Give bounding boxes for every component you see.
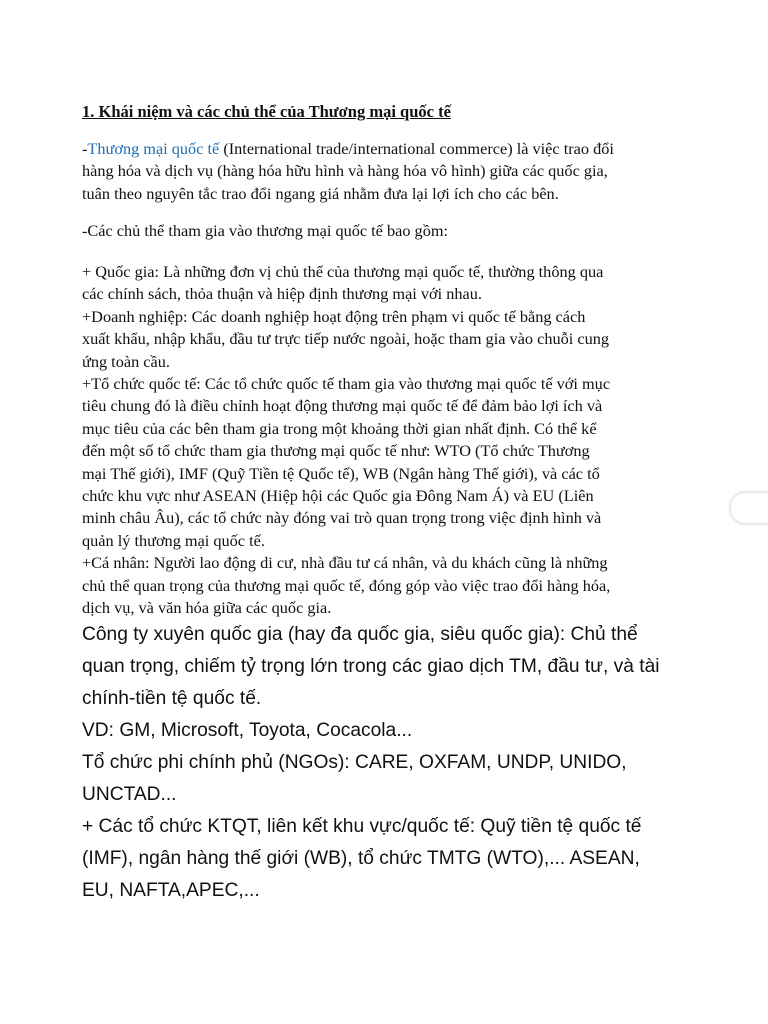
subjects-line: minh châu Âu), các tổ chức này đóng vai trò quan trọng trong việc định hình và — [82, 508, 602, 528]
definition-prefix: - — [82, 139, 88, 158]
notes-line: UNCTAD... — [82, 784, 177, 805]
subjects-line: mục tiêu của các bên tham gia trong một khoảng thời gian nhất định. Có thể kể — [82, 418, 597, 438]
subjects-line: mại Thế giới), IMF (Quỹ Tiền tệ Quốc tế), WB (Ngân hàng Thế giới), và các tổ — [82, 463, 600, 483]
subjects-line: + Quốc gia: Là những đơn vị chủ thể của thương mại quốc tế, thường thông qua — [82, 262, 604, 281]
notes-line: VD: GM, Microsoft, Toyota, Cocacola... — [82, 720, 413, 741]
notes-line: Tổ chức phi chính phủ (NGOs): CARE, OXFAM, UNDP, UNIDO, — [82, 752, 627, 773]
subjects-line: xuất khẩu, nhập khẩu, đầu tư trực tiếp nước ngoài, hoặc tham gia vào chuỗi cung — [82, 329, 609, 349]
subjects-line: chủ thể quan trọng của thương mại quốc tế, đóng góp vào việc trao đổi hàng hóa, — [82, 575, 611, 595]
definition-line-2: hàng hóa và dịch vụ (hàng hóa hữu hình và hàng hóa vô hình) giữa các quốc gia, — [82, 161, 608, 181]
notes-line: + Các tổ chức KTQT, liên kết khu vực/quốc tế: Quỹ tiền tệ quốc tế — [82, 816, 642, 837]
subjects-line: quản lý thương mại quốc tế. — [82, 530, 265, 550]
definition-paragraph — [82, 138, 678, 205]
subjects-line: dịch vụ, và văn hóa giữa các quốc gia. — [82, 598, 332, 618]
subjects-line: +Tổ chức quốc tế: Các tổ chức quốc tế tham gia vào thương mại quốc tế với mục — [82, 374, 611, 394]
subjects-line: +Cá nhân: Người lao động di cư, nhà đầu tư cá nhân, và du khách cũng là những — [82, 553, 608, 573]
notes-line: EU, NAFTA,APEC,... — [82, 880, 260, 901]
notes-line: quan trọng, chiếm tỷ trọng lớn trong các giao dịch TM, đầu tư, và tài — [82, 656, 660, 677]
definition-line-1 — [82, 138, 678, 160]
subjects-line: tiêu chung đó là điều chỉnh hoạt động thương mại quốc tế để đảm bảo lợi ích và — [82, 396, 603, 416]
term-link[interactable]: Thương mại quốc tế — [87, 139, 220, 158]
subjects-line: các chính sách, thỏa thuận và hiệp định thương mại với nhau. — [82, 284, 482, 304]
definition-line-3: tuân theo nguyên tắc trao đổi ngang giá nhằm đưa lại lợi ích cho các bên. — [82, 183, 559, 203]
definition-text: (International trade/international commerce) là việc trao đổi — [219, 139, 614, 158]
subjects-line: ứng toàn cầu. — [82, 351, 170, 371]
side-panel-handle[interactable] — [730, 492, 768, 524]
subjects-intro: -Các chủ thể tham gia vào thương mại quốc tế bao gồm: — [82, 221, 449, 240]
subjects-line: chức khu vực như ASEAN (Hiệp hội các Quốc gia Đông Nam Á) và EU (Liên — [82, 486, 594, 506]
subjects-line: đến một số tổ chức tham gia thương mại quốc tế như: WTO (Tổ chức Thương — [82, 441, 590, 461]
notes-section — [82, 619, 682, 907]
subjects-line: +Doanh nghiệp: Các doanh nghiệp hoạt động trên phạm vi quốc tế bằng cách — [82, 306, 586, 326]
notes-line: chính-tiền tệ quốc tế. — [82, 688, 262, 709]
notes-line: Công ty xuyên quốc gia (hay đa quốc gia, siêu quốc gia): Chủ thể — [82, 624, 638, 645]
subjects-list — [82, 261, 678, 620]
section-heading: 1. Khái niệm và các chủ thể của Thương mại quốc tế — [82, 102, 451, 121]
notes-line: (IMF), ngân hàng thế giới (WB), tổ chức TMTG (WTO),... ASEAN, — [82, 848, 640, 869]
